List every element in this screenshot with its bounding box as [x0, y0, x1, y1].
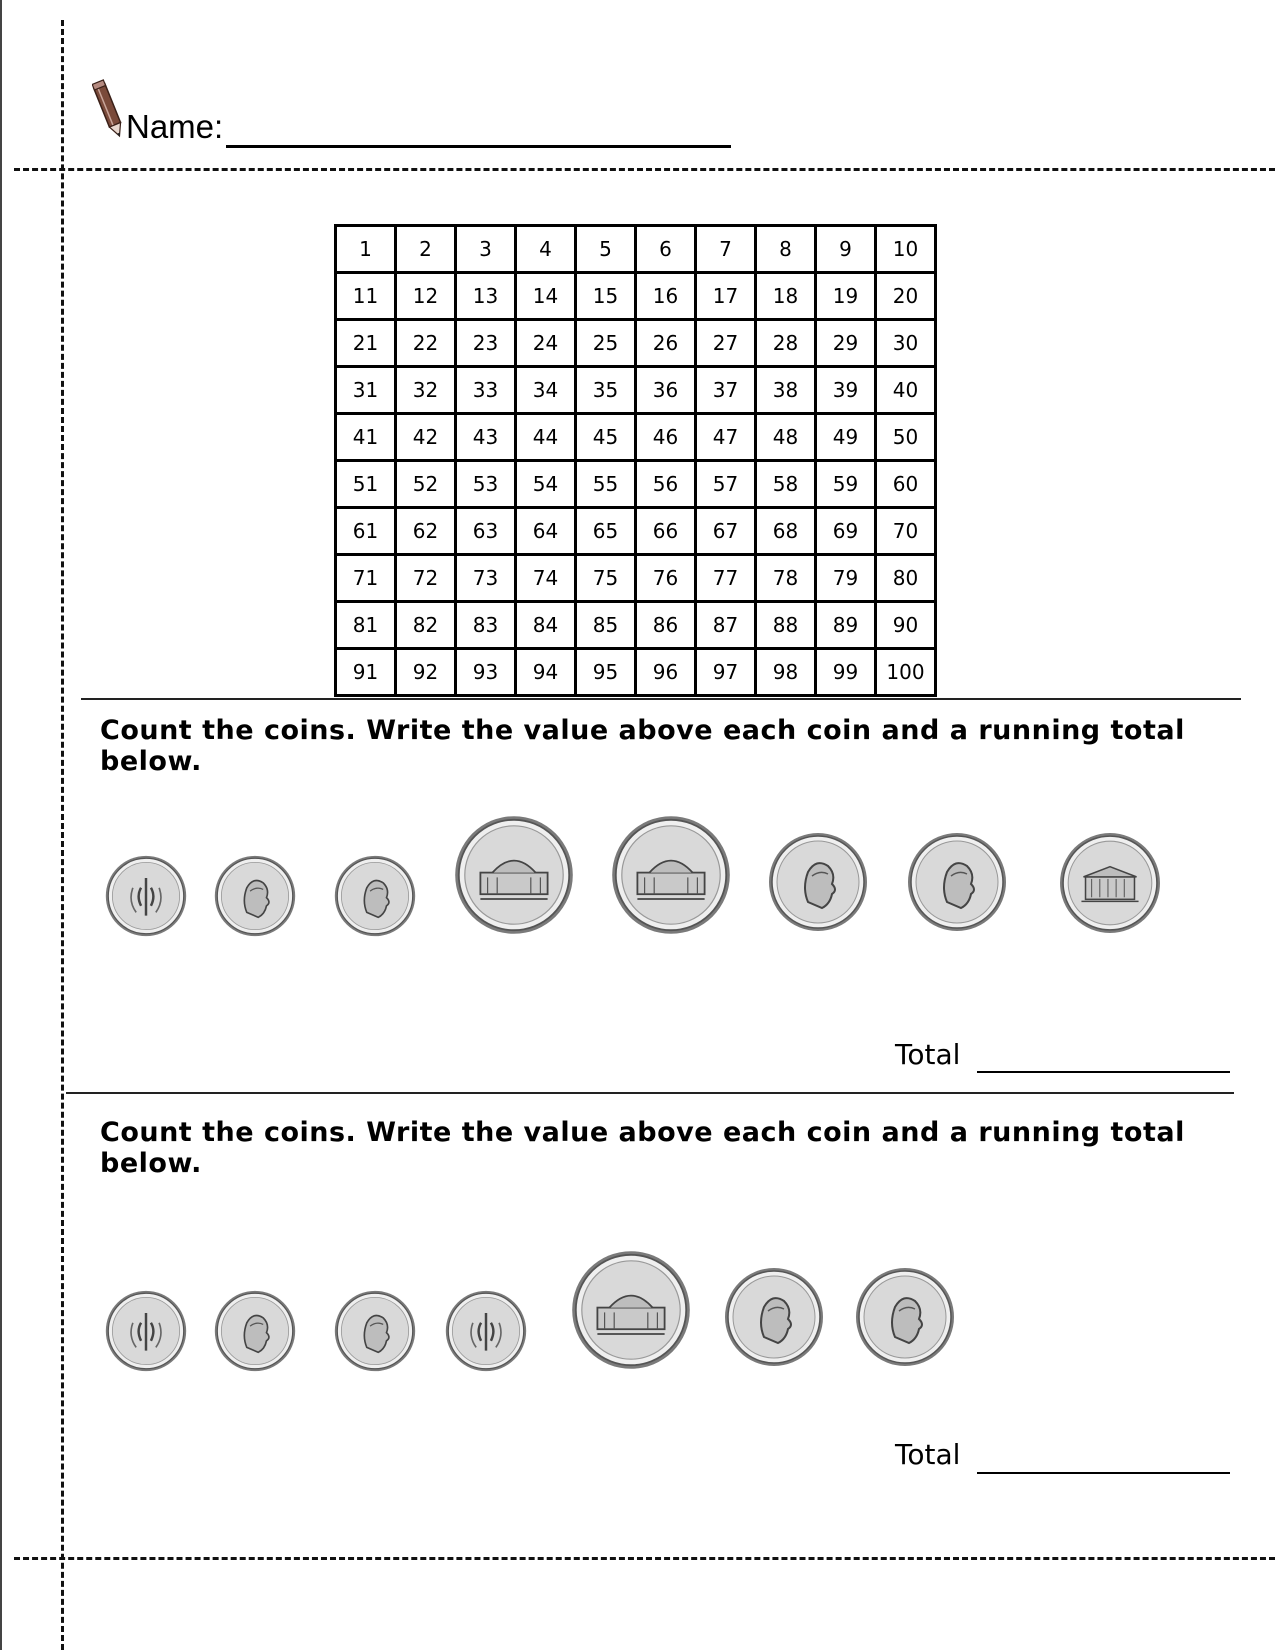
nickel-coin-icon — [571, 1250, 691, 1374]
vertical-cut-line — [61, 20, 64, 1650]
hundreds-chart-cell: 2 — [396, 226, 456, 273]
dime-coin-icon — [214, 1290, 296, 1376]
hundreds-chart-cell: 7 — [696, 226, 756, 273]
hundreds-chart-row — [336, 320, 936, 367]
hundreds-chart-cell: 11 — [336, 273, 396, 320]
total-answer-field-1[interactable] — [977, 1071, 1230, 1073]
hundreds-chart-cell: 52 — [396, 461, 456, 508]
hundreds-chart-cell: 84 — [516, 602, 576, 649]
horizontal-cut-line-top — [14, 168, 1275, 171]
hundreds-chart-cell: 20 — [876, 273, 936, 320]
hundreds-chart-cell: 57 — [696, 461, 756, 508]
hundreds-chart-cell: 36 — [636, 367, 696, 414]
nickel-coin-icon — [454, 815, 574, 939]
hundreds-chart-cell: 72 — [396, 555, 456, 602]
hundreds-chart-cell: 54 — [516, 461, 576, 508]
hundreds-chart-cell: 62 — [396, 508, 456, 555]
hundreds-chart-cell: 40 — [876, 367, 936, 414]
hundreds-chart-cell: 8 — [756, 226, 816, 273]
hundreds-chart-cell: 13 — [456, 273, 516, 320]
hundreds-chart-cell: 1 — [336, 226, 396, 273]
hundreds-chart-row — [336, 602, 936, 649]
penny-coin-icon — [907, 832, 1007, 936]
hundreds-chart-cell: 82 — [396, 602, 456, 649]
hundreds-chart-cell: 67 — [696, 508, 756, 555]
hundreds-chart-cell: 65 — [576, 508, 636, 555]
hundreds-chart-cell: 39 — [816, 367, 876, 414]
hundreds-chart-cell: 63 — [456, 508, 516, 555]
hundreds-chart-cell: 23 — [456, 320, 516, 367]
dime-coin-icon — [334, 1290, 416, 1376]
instruction-2: Count the coins. Write the value above each coin and a running total below. — [100, 1117, 1185, 1179]
hundreds-chart-cell: 66 — [636, 508, 696, 555]
hundreds-chart-cell: 53 — [456, 461, 516, 508]
hundreds-chart-cell: 60 — [876, 461, 936, 508]
hundreds-chart-cell: 15 — [576, 273, 636, 320]
hundreds-chart-cell: 68 — [756, 508, 816, 555]
hundreds-chart-cell: 70 — [876, 508, 936, 555]
hundreds-chart-cell: 26 — [636, 320, 696, 367]
hundreds-chart-cell: 77 — [696, 555, 756, 602]
hundreds-chart-cell: 89 — [816, 602, 876, 649]
hundreds-chart-cell: 34 — [516, 367, 576, 414]
hundreds-chart-row — [336, 461, 936, 508]
hundreds-chart-row — [336, 555, 936, 602]
hundreds-chart-cell: 51 — [336, 461, 396, 508]
hundreds-chart-cell: 30 — [876, 320, 936, 367]
hundreds-chart-cell: 33 — [456, 367, 516, 414]
hundreds-chart-cell: 56 — [636, 461, 696, 508]
hundreds-chart-cell: 25 — [576, 320, 636, 367]
hundreds-chart-cell: 35 — [576, 367, 636, 414]
hundreds-chart-cell: 3 — [456, 226, 516, 273]
hundreds-chart-row — [336, 649, 936, 696]
hundreds-chart-cell: 4 — [516, 226, 576, 273]
hundreds-chart-row — [336, 226, 936, 273]
hundreds-chart-cell: 46 — [636, 414, 696, 461]
hundreds-chart-cell: 79 — [816, 555, 876, 602]
hundreds-chart-cell: 27 — [696, 320, 756, 367]
hundreds-chart-row — [336, 414, 936, 461]
hundreds-chart-cell: 31 — [336, 367, 396, 414]
hundreds-chart-cell: 42 — [396, 414, 456, 461]
dime-coin-icon — [105, 1290, 187, 1376]
hundreds-chart-cell: 5 — [576, 226, 636, 273]
hundreds-chart-cell: 9 — [816, 226, 876, 273]
hundreds-chart-cell: 14 — [516, 273, 576, 320]
hundreds-chart-row — [336, 508, 936, 555]
horizontal-cut-line-bottom — [14, 1557, 1275, 1560]
hundreds-chart-cell: 95 — [576, 649, 636, 696]
hundreds-chart-cell: 43 — [456, 414, 516, 461]
hundreds-chart-cell: 24 — [516, 320, 576, 367]
hundreds-chart-cell: 55 — [576, 461, 636, 508]
hundreds-chart-cell: 16 — [636, 273, 696, 320]
hundreds-chart-cell: 28 — [756, 320, 816, 367]
hundreds-chart-cell: 32 — [396, 367, 456, 414]
hundreds-chart-cell: 22 — [396, 320, 456, 367]
hundreds-chart-cell: 73 — [456, 555, 516, 602]
left-margin-line — [0, 0, 2, 1650]
hundreds-chart-cell: 71 — [336, 555, 396, 602]
pencil-icon — [92, 78, 126, 142]
hundreds-chart-cell: 45 — [576, 414, 636, 461]
hundreds-chart-cell: 96 — [636, 649, 696, 696]
hundreds-chart-row — [336, 367, 936, 414]
hundreds-chart-row — [336, 273, 936, 320]
dime-coin-icon — [214, 855, 296, 941]
name-row — [92, 78, 752, 148]
hundreds-chart-cell: 61 — [336, 508, 396, 555]
dime-coin-icon — [445, 1290, 527, 1376]
hundreds-chart-cell: 87 — [696, 602, 756, 649]
hundreds-chart-cell: 58 — [756, 461, 816, 508]
hundreds-chart-cell: 64 — [516, 508, 576, 555]
hundreds-chart-cell: 17 — [696, 273, 756, 320]
hundreds-chart-cell: 91 — [336, 649, 396, 696]
hundreds-chart-cell: 86 — [636, 602, 696, 649]
instruction-1: Count the coins. Write the value above each coin and a running total below. — [100, 715, 1185, 777]
hundreds-chart-cell: 97 — [696, 649, 756, 696]
hundreds-chart-cell: 19 — [816, 273, 876, 320]
total-label-1: Total — [895, 1038, 961, 1071]
penny-coin-icon — [768, 832, 868, 936]
hundreds-chart-cell: 76 — [636, 555, 696, 602]
hundreds-chart-cell: 12 — [396, 273, 456, 320]
hundreds-chart-cell: 100 — [876, 649, 936, 696]
hundreds-chart-cell: 88 — [756, 602, 816, 649]
dime-coin-icon — [105, 855, 187, 941]
hundreds-chart-cell: 10 — [876, 226, 936, 273]
penny-coin-icon — [855, 1267, 955, 1371]
hundreds-chart-cell: 90 — [876, 602, 936, 649]
penny-coin-icon — [1059, 832, 1161, 938]
hundreds-chart-cell: 44 — [516, 414, 576, 461]
name-field[interactable] — [226, 145, 731, 148]
hundreds-chart-cell: 47 — [696, 414, 756, 461]
hundreds-chart-cell: 74 — [516, 555, 576, 602]
hundreds-chart-cell: 98 — [756, 649, 816, 696]
penny-coin-icon — [724, 1267, 824, 1371]
hundreds-chart-cell: 83 — [456, 602, 516, 649]
hundreds-chart-cell: 78 — [756, 555, 816, 602]
hundreds-chart-cell: 50 — [876, 414, 936, 461]
hundreds-chart — [334, 224, 937, 697]
hundreds-chart-cell: 6 — [636, 226, 696, 273]
hundreds-chart-cell: 41 — [336, 414, 396, 461]
hundreds-chart-cell: 37 — [696, 367, 756, 414]
hundreds-chart-cell: 85 — [576, 602, 636, 649]
name-label: Name: — [126, 108, 224, 145]
hundreds-chart-cell: 49 — [816, 414, 876, 461]
hundreds-chart-cell: 29 — [816, 320, 876, 367]
hundreds-chart-cell: 21 — [336, 320, 396, 367]
hundreds-chart-cell: 81 — [336, 602, 396, 649]
hundreds-chart-cell: 48 — [756, 414, 816, 461]
hundreds-chart-cell: 59 — [816, 461, 876, 508]
hundreds-chart-cell: 92 — [396, 649, 456, 696]
hundreds-chart-cell: 75 — [576, 555, 636, 602]
hundreds-chart-cell: 18 — [756, 273, 816, 320]
section-divider — [81, 698, 1241, 700]
hundreds-chart-cell: 94 — [516, 649, 576, 696]
nickel-coin-icon — [611, 815, 731, 939]
total-label-2: Total — [895, 1438, 961, 1471]
total-answer-field-2[interactable] — [977, 1472, 1230, 1474]
hundreds-chart-cell: 80 — [876, 555, 936, 602]
section-divider — [66, 1092, 1234, 1094]
hundreds-chart-cell: 93 — [456, 649, 516, 696]
hundreds-chart-cell: 99 — [816, 649, 876, 696]
hundreds-chart-cell: 69 — [816, 508, 876, 555]
hundreds-chart-cell: 38 — [756, 367, 816, 414]
dime-coin-icon — [334, 855, 416, 941]
